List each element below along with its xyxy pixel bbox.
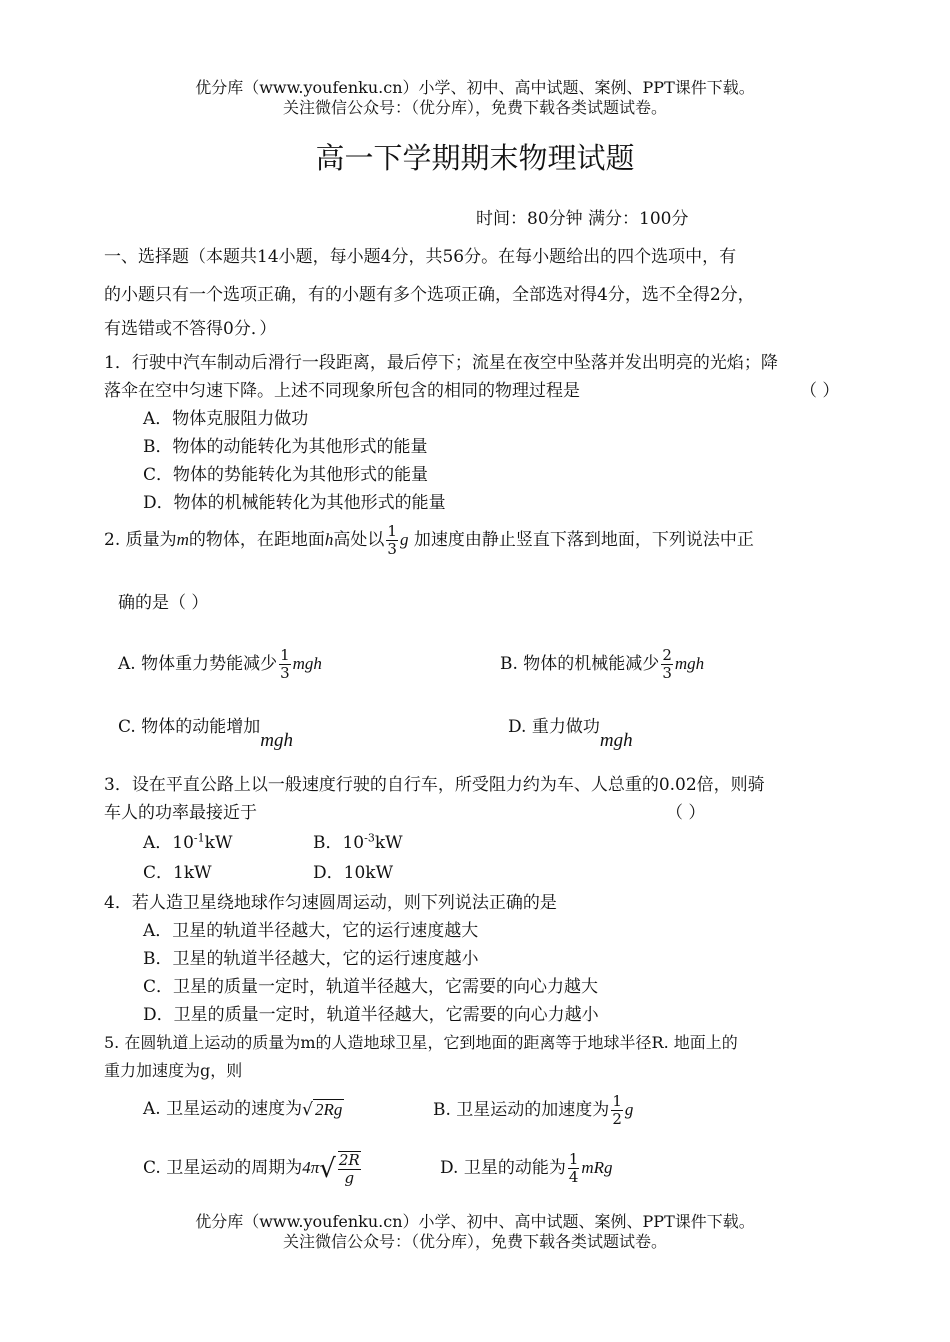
footer-line-1: 优分库（www.youfenku.cn）小学、初中、高中试题、案例、PPT课件下载。 [195, 1212, 755, 1231]
q1-option-a: A．物体克服阻力做功 [143, 409, 309, 429]
q2-frac-num: 1 [387, 522, 397, 540]
q2-option-b-num: 2 [662, 646, 672, 664]
q2-option-a-text: A. 物体重力势能减少 [118, 654, 278, 674]
q5-option-c-den: g [344, 1168, 355, 1187]
section-line-2: 的小题只有一个选项正确，有的小题有多个选项正确，全部选对得4分，选不全得2分， [104, 285, 755, 305]
q2-option-b [500, 644, 704, 684]
q2-option-d-text: D. 重力做功 [508, 717, 600, 737]
q3-option-b-exp: -3 [364, 831, 375, 845]
q3-option-b-base: B．10 [313, 833, 365, 853]
q5-option-d [440, 1146, 613, 1190]
q4-line-1: 4．若人造卫星绕地球作匀速圆周运动，则下列说法正确的是 [104, 893, 557, 913]
q3-option-c: C．1kW [143, 863, 212, 883]
q5-option-c-sqrt: √ [319, 1153, 336, 1184]
q2-var-g: g [399, 530, 409, 549]
q2-option-c-text: C. 物体的动能增加 [118, 717, 261, 737]
q5-option-d-den: 4 [568, 1168, 579, 1186]
q5-option-b-den: 2 [612, 1110, 622, 1128]
q5-option-b-text: B. 卫星运动的加速度为 [433, 1100, 610, 1120]
q2-line-1 [104, 520, 754, 560]
q2-option-d [508, 712, 633, 751]
q3-option-a-base: A．10 [143, 833, 194, 853]
q3-option-d: D．10kW [313, 863, 394, 883]
q2-fraction [386, 523, 398, 558]
q1-line-1: 1．行驶中汽车制动后滑行一段距离，最后停下；流星在夜空中坠落并发出明亮的光焰；降 [104, 353, 778, 373]
q5-option-a-radicand: 2Rg [314, 1099, 343, 1119]
page-title: 高一下学期期末物理试题 [315, 141, 635, 175]
q1-line-2: 落伞在空中匀速下降。上述不同现象所包含的相同的物理过程是 [104, 381, 580, 401]
q5-option-c-text: C. 卫星运动的周期为 [143, 1158, 303, 1178]
q2-option-b-den: 3 [662, 664, 672, 682]
q5-option-b [433, 1090, 633, 1130]
q3-option-a [143, 828, 232, 853]
q2-text-mid2: 高处以 [333, 530, 385, 550]
q4-option-c: C．卫星的质量一定时，轨道半径越大，它需要的向心力越大 [143, 977, 599, 997]
q2-option-b-fraction [661, 647, 673, 682]
footer-line-2: 关注微信公众号：（优分库），免费下载各类试题试卷。 [282, 1232, 667, 1251]
q2-option-a [118, 644, 322, 684]
q3-line-2: 车人的功率最接近于 [104, 803, 257, 823]
q2-text-post: 加速度由静止竖直下落到地面，下列说法中正 [413, 530, 754, 550]
section-line-3: 有选错或不答得0分．） [104, 319, 277, 339]
q5-option-b-expr: g [624, 1100, 634, 1119]
header-line-1: 优分库（www.youfenku.cn）小学、初中、高中试题、案例、PPT课件下载。 [195, 78, 755, 97]
q5-option-a-text: A. 卫星运动的速度为 [143, 1099, 303, 1119]
q5-option-d-num: 1 [568, 1150, 579, 1168]
q2-option-d-expr: mgh [599, 730, 633, 751]
q3-option-a-unit: kW [204, 833, 233, 853]
header-line-2: 关注微信公众号：（优分库），免费下载各类试题试卷。 [282, 98, 667, 117]
q2-var-h: h [324, 530, 334, 549]
q2-option-a-den: 3 [280, 664, 290, 682]
q2-text-mid1: 的物体，在距地面 [188, 530, 325, 550]
exam-info: 时间：80分钟 满分：100分 [476, 209, 689, 229]
q1-option-b: B．物体的动能转化为其他形式的能量 [143, 437, 428, 457]
q5-option-c-coef: 4π [302, 1158, 320, 1177]
q5-option-d-fraction [568, 1151, 580, 1186]
q2-text-pre: 2. 质量为 [104, 530, 177, 550]
q3-option-b [313, 828, 403, 853]
q4-option-b: B．卫星的轨道半径越大，它的运行速度越小 [143, 949, 479, 969]
q1-option-c: C．物体的势能转化为其他形式的能量 [143, 465, 429, 485]
section-line-1: 一、选择题（本题共14小题，每小题4分，共56分。在每小题给出的四个选项中，有 [104, 247, 737, 267]
q3-option-b-unit: kW [374, 833, 403, 853]
q3-option-a-exp: -1 [193, 831, 205, 845]
q5-option-c-num: 2R [338, 1150, 360, 1169]
q5-line-1: 5. 在圆轨道上运动的质量为m的人造地球卫星，它到地面的距离等于地球半径R. 地面上的 [104, 1033, 738, 1052]
q2-option-a-fraction [279, 647, 291, 682]
q5-option-d-expr: mRg [581, 1158, 613, 1177]
q2-option-b-expr: mgh [674, 654, 705, 673]
q1-option-d: D．物体的机械能转化为其他形式的能量 [143, 493, 446, 513]
q2-frac-den: 3 [387, 540, 397, 558]
q2-var-m: m [176, 530, 189, 549]
q2-option-a-num: 1 [280, 646, 290, 664]
q5-option-c [143, 1146, 363, 1191]
q2-option-b-text: B. 物体的机械能减少 [500, 654, 660, 674]
q2-option-c-expr: mgh [260, 730, 293, 751]
q5-option-a [143, 1094, 344, 1125]
q2-option-a-expr: mgh [292, 654, 322, 673]
q2-option-c [118, 712, 293, 751]
q5-option-c-fraction [338, 1151, 361, 1187]
q2-line-2: 确的是（ ） [118, 593, 209, 613]
q5-option-b-fraction [611, 1093, 623, 1128]
q5-option-b-num: 1 [612, 1092, 622, 1110]
q4-option-a: A．卫星的轨道半径越大，它的运行速度越大 [143, 921, 479, 941]
q5-option-d-text: D. 卫星的动能为 [440, 1158, 566, 1178]
q5-option-a-sqrt: √ 2Rg [302, 1099, 343, 1120]
q1-answer-bracket: （ ） [800, 381, 840, 401]
q5-line-2: 重力加速度为g，则 [104, 1061, 243, 1080]
q4-option-d: D．卫星的质量一定时，轨道半径越大，它需要的向心力越小 [143, 1005, 599, 1025]
q3-line-1: 3．设在平直公路上以一般速度行驶的自行车，所受阻力约为车、人总重的0.02倍，则骑 [104, 775, 765, 795]
q3-answer-bracket: （ ） [666, 803, 706, 823]
